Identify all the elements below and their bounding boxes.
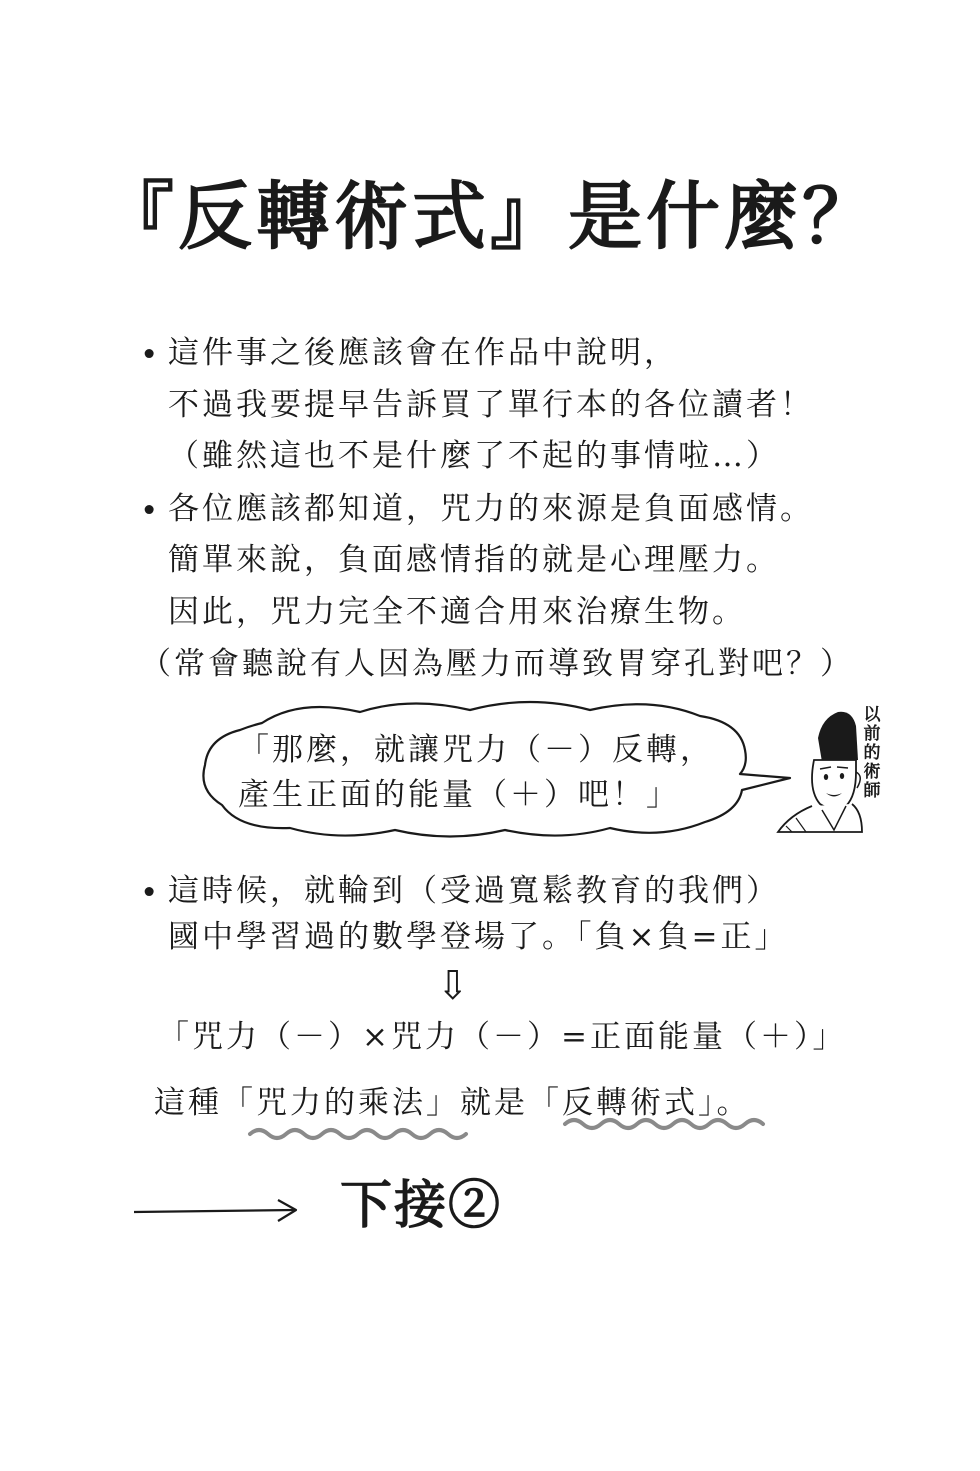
bubble-line: 「那麼，就讓咒力（－）反轉， [238, 732, 714, 768]
text-line: 這件事之後應該會在作品中說明， [168, 335, 678, 371]
bullet-dot: • [140, 875, 159, 911]
text-line: 這時候，就輪到（受過寬鬆教育的我們） [168, 873, 780, 909]
page-title: 『反轉術式』是什麼？ [100, 174, 880, 260]
conclusion-text: 就是 [460, 1085, 528, 1121]
speaker-label: 以前的術師 [863, 705, 881, 801]
bubble-line: 產生正面的能量（＋）吧！」 [238, 777, 680, 813]
text-line: 因此，咒力完全不適合用來治療生物。 [168, 594, 746, 630]
conclusion-text: 。 [716, 1085, 751, 1121]
text-line: （雖然這也不是什麼了不起的事情啦…） [168, 438, 780, 474]
text-line: 簡單來說，負面感情指的就是心理壓力。 [168, 542, 780, 578]
text-line: 各位應該都知道，咒力的來源是負面感情。 [168, 491, 814, 527]
conclusion-text: 這種 [154, 1085, 222, 1121]
text-line: （常會聽說有人因為壓力而導致胃穿孔對吧？） [140, 646, 854, 682]
arrow-down-icon: ⇩ [436, 963, 470, 1009]
bullet-dot: • [140, 337, 159, 373]
highlight-term: 「咒力的乘法」 [222, 1085, 460, 1121]
bullet-dot: • [140, 493, 159, 529]
highlight-term: 「反轉術式」 [528, 1085, 717, 1121]
formula-line: 「咒力（－）×咒力（－）=正面能量（＋）」 [158, 1019, 847, 1055]
text-line: 不過我要提早告訴買了單行本的各位讀者！ [168, 387, 814, 423]
continued-label: 下接② [340, 1175, 503, 1236]
text-line: 國中學習過的數學登場了。「負×負=正」 [168, 919, 789, 955]
